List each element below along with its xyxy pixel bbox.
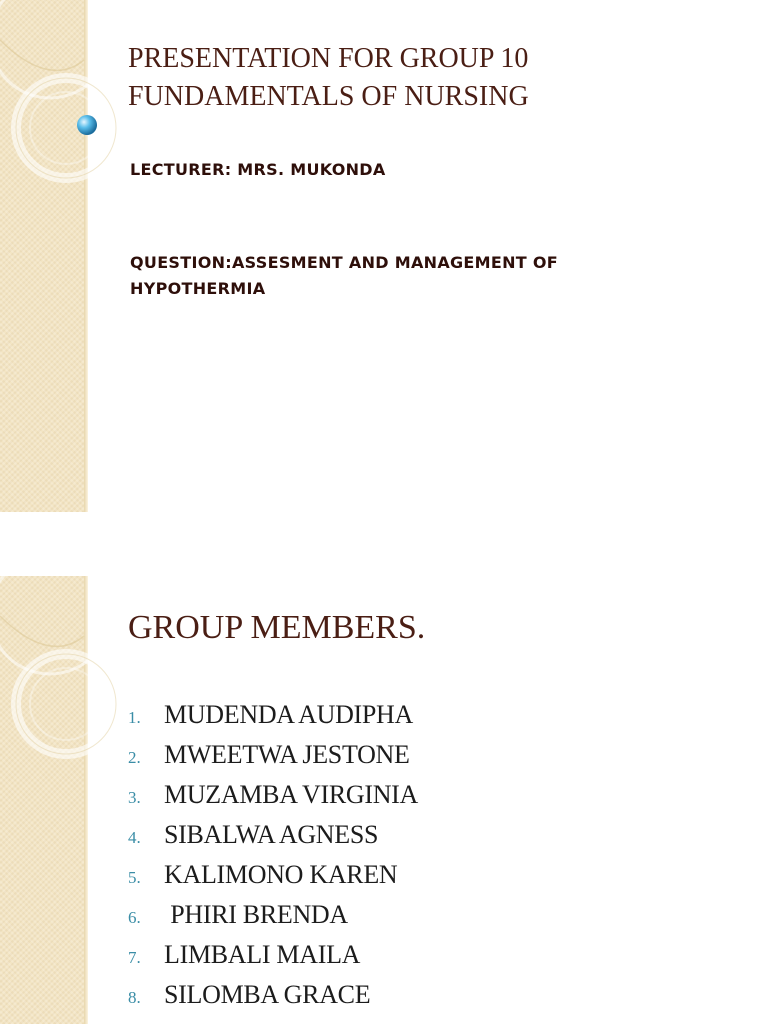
member-list-item <box>128 820 418 860</box>
member-list-item <box>128 860 418 900</box>
presentation-title <box>128 40 529 116</box>
question-text <box>130 250 650 302</box>
member-number: 1. <box>128 708 141 727</box>
member-name: MUDENDA AUDIPHA <box>164 700 414 729</box>
member-list-item <box>128 780 418 820</box>
slide-gap <box>0 512 768 576</box>
member-name: MWEETWA JESTONE <box>164 740 410 769</box>
members-list <box>128 700 418 1020</box>
lecturer-text: LECTURER: MRS. MUKONDA <box>130 160 386 179</box>
group-members-heading: GROUP MEMBERS. <box>128 609 426 646</box>
member-number: 7. <box>128 948 141 967</box>
member-name: PHIRI BRENDA <box>164 900 348 929</box>
member-name: LIMBALI MAILA <box>164 940 361 969</box>
bead-icon <box>0 0 140 200</box>
member-name: SIBALWA AGNESS <box>164 820 379 849</box>
question-line-2: HYPOTHERMIA <box>130 279 266 298</box>
member-number: 5. <box>128 868 141 887</box>
group-members-slide <box>0 576 768 1024</box>
member-number: 6. <box>128 908 141 927</box>
member-list-item <box>128 700 418 740</box>
title-line-1: PRESENTATION FOR GROUP 10 <box>128 43 529 74</box>
member-number: 2. <box>128 748 141 767</box>
member-list-item <box>128 980 418 1020</box>
member-number: 3. <box>128 788 141 807</box>
member-list-item <box>128 900 418 940</box>
member-name: MUZAMBA VIRGINIA <box>164 780 419 809</box>
question-line-1: QUESTION:ASSESMENT AND MANAGEMENT OF <box>130 253 559 272</box>
member-list-item <box>128 740 418 780</box>
member-list-item <box>128 940 418 980</box>
member-number: 4. <box>128 828 141 847</box>
member-name: SILOMBA GRACE <box>164 980 371 1009</box>
member-number: 8. <box>128 988 141 1007</box>
decorative-rings <box>0 576 140 816</box>
title-line-2: FUNDAMENTALS OF NURSING <box>128 81 529 112</box>
member-name: KALIMONO KAREN <box>164 860 398 889</box>
